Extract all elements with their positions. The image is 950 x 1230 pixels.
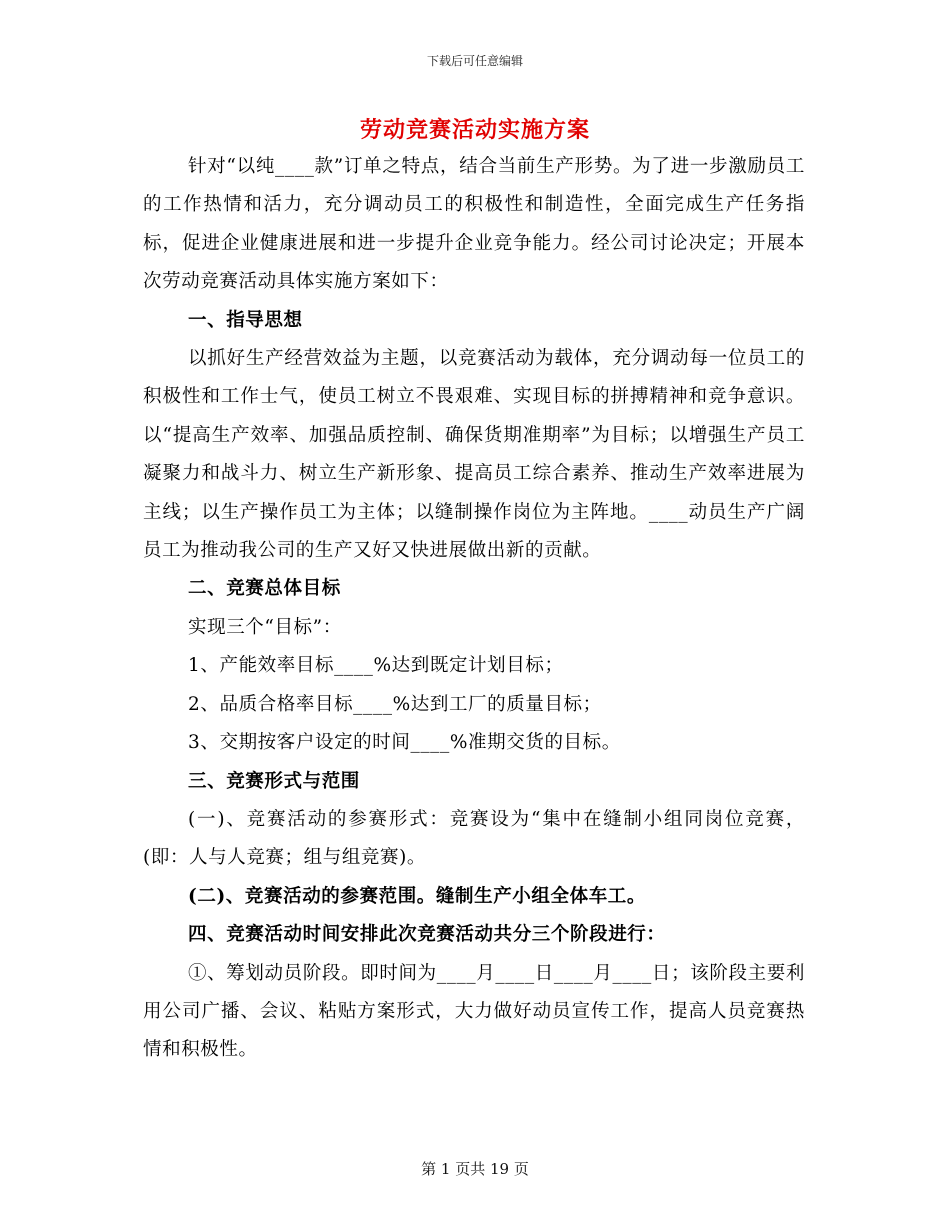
document-title: 劳动竞赛活动实施方案	[359, 117, 590, 143]
goals-intro: 实现三个“目标”：	[188, 616, 342, 638]
section-heading-schedule: 四、竞赛活动时间安排此次竞赛活动共分三个阶段进行：	[188, 924, 666, 946]
section-heading-overall-goal: 二、竞赛总体目标	[188, 578, 341, 600]
scope-paragraph: (二)、竞赛活动的参赛范围。缝制生产小组全体车工。	[188, 885, 647, 907]
goal-item: 3、交期按客户设定的时间____%准期交货的目标。	[188, 732, 621, 754]
goal-item: 2、品质合格率目标____%达到工厂的质量目标；	[188, 693, 602, 715]
document-body	[143, 148, 805, 1070]
page-header: 下载后可任意编辑	[426, 54, 523, 68]
guiding-ideology-paragraph: 以抓好生产经营效益为主题，以竞赛活动为载体，充分调动每一位员工的积极性和工作士气，使员工树立不畏艰难、实现目标的拼搏精神和竞争意识。以“提高生产效率、加强品质控制、确保货期准期率”为目标；以增强生产员工凝聚力和战斗力、树立生产新形象、提高员工综合素养、推动生产效率进展为主线；以生产操作员工为主体；以缝制操作岗位为主阵地。____动员生产广阔员工为推动我公司的生产又好又快进展做出新的贡献。	[143, 348, 805, 562]
section-heading-form-scope: 三、竞赛形式与范围	[188, 770, 360, 792]
intro-paragraph: 针对“以纯____款”订单之特点，结合当前生产形势。为了进一步激励员工的工作热情和活力，充分调动员工的积极性和制造性，全面完成生产任务指标，促进企业健康进展和进一步提升企业竞争能力。经公司讨论决定；开展本次劳动竞赛活动具体实施方案如下：	[143, 156, 805, 293]
stage-one-paragraph: ①、筹划动员阶段。即时间为____月____日____月____日；该阶段主要利用公司广播、会议、粘贴方案形式，大力做好动员宣传工作，提高人员竞赛热情和积极性。	[143, 962, 805, 1061]
section-heading-guiding-ideology: 一、指导思想	[188, 309, 303, 331]
form-paragraph: (一)、竞赛活动的参赛形式：竞赛设为“集中在缝制小组同岗位竞赛，(即：人与人竞赛；组与组竞赛)。	[143, 808, 805, 869]
page-footer: 第 1 页共 19 页	[421, 1160, 529, 1178]
goal-item: 1、产能效率目标____%达到既定计划目标；	[188, 655, 564, 677]
